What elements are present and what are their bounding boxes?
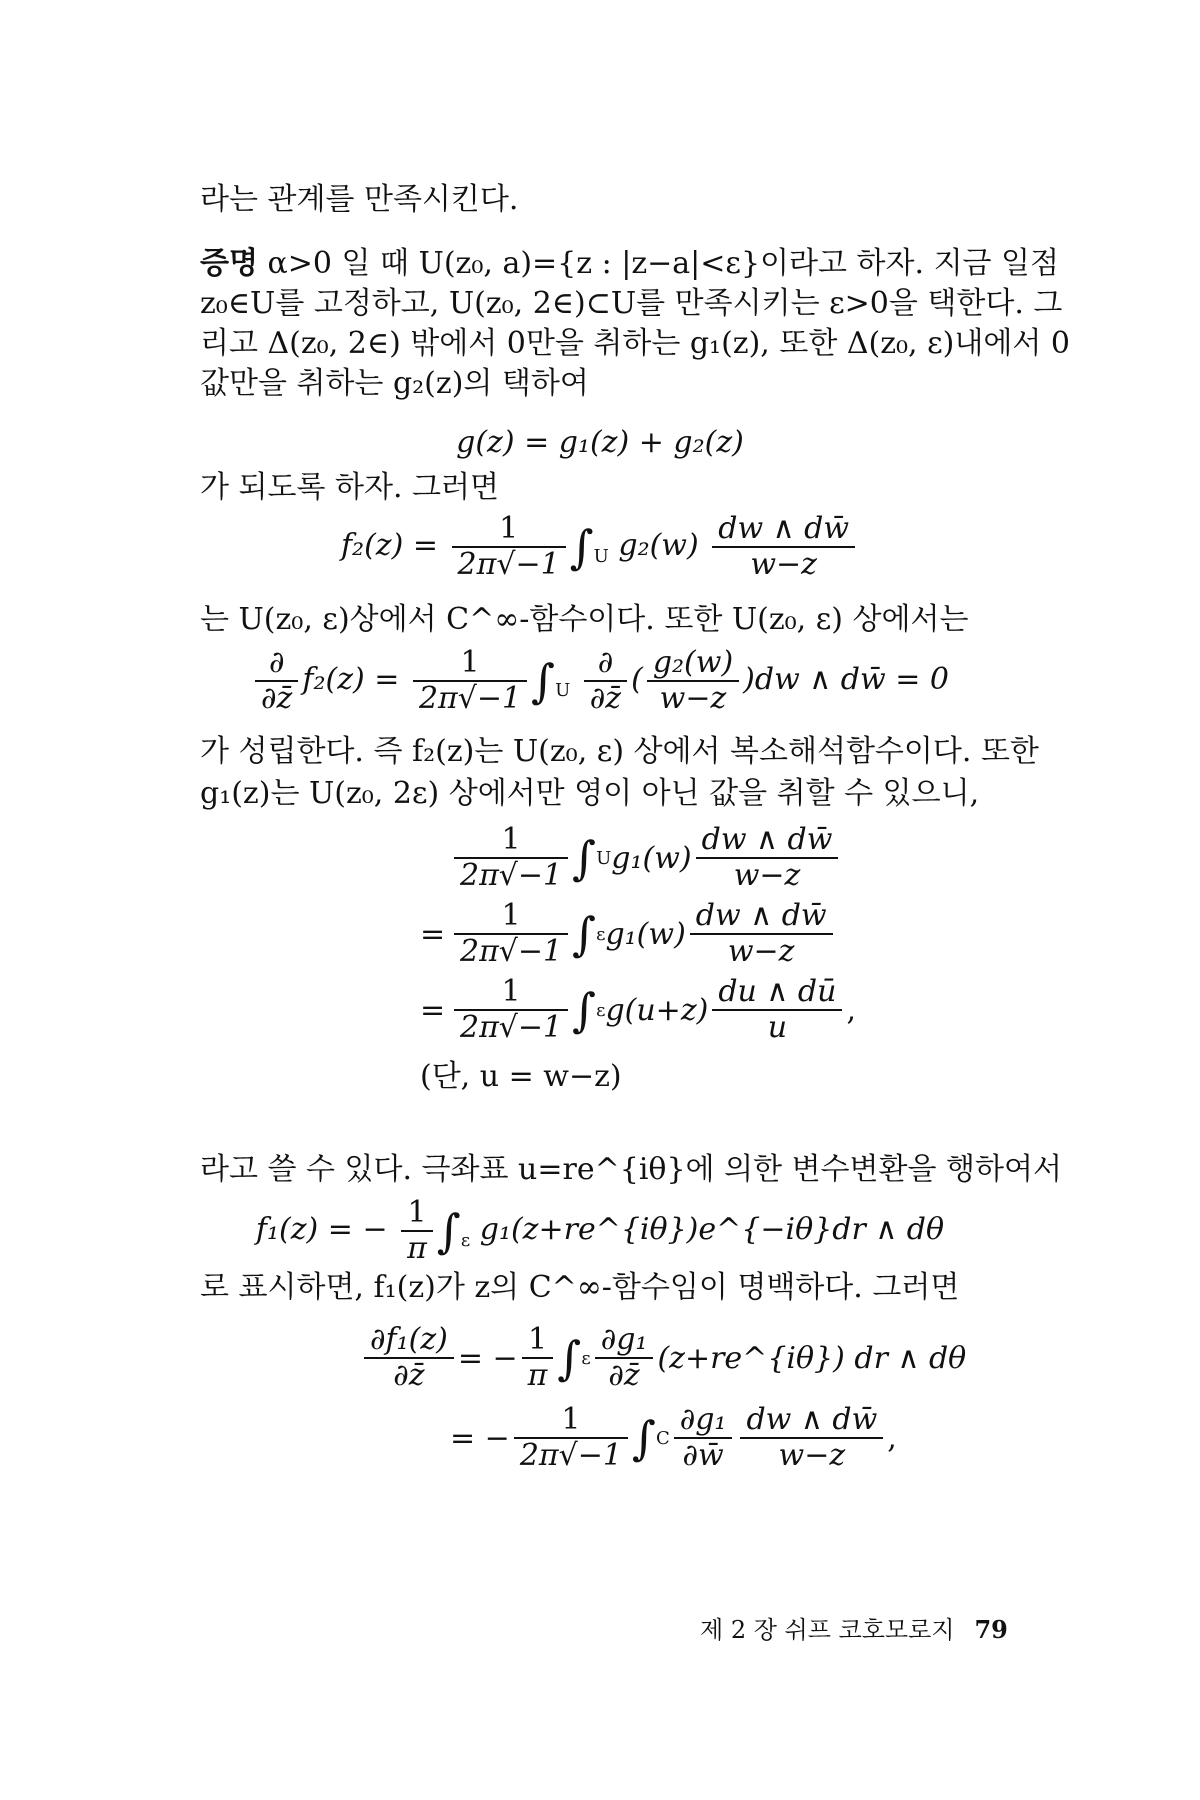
df1-row-1: $\frac{\text{∂f₁(z)}}{\partial z̄}$ = − $\frac{1}{\pi}$ ∫ ε $\frac{\text{∂g₁}}{\partial z̄}$ (z+re^{iθ}) dr ∧ dθ	[360, 1318, 966, 1398]
eq-row-1: $\frac{1}{2\pi√-1}$ ∫ U g₁(w) $\frac{dw \wedge dw̄}{w-z}$	[420, 820, 856, 896]
chapter-title: 제 2 장 쉬프 코호모로지	[700, 1616, 955, 1644]
equation-block-df1	[360, 1318, 966, 1478]
text-line-3: z₀∈U를 고정하고, U(z₀, 2∈)⊂U를 만족시키는 ε>0을 택한다. 그	[200, 286, 1063, 321]
text-line-7: 는 U(z₀, ε)상에서 C^∞-함수이다. 또한 U(z₀, ε) 상에서는	[200, 602, 969, 637]
equation-block-g1	[420, 820, 856, 1098]
eq-note: (단, u = w−z)	[420, 1059, 622, 1094]
text-line-2	[200, 244, 1059, 284]
equation-g: g(z) = g₁(z) + g₂(z)	[456, 425, 744, 460]
text-line-1: 라는 관계를 만족시킨다.	[200, 182, 519, 217]
equation-f2: f₂(z) = $\frac{1}{2\pi√-1}$ $\int_U$ g₂(w) $\frac{dw \wedge dw̄}{w-z}$	[0, 512, 1200, 582]
text-line-6: 가 되도록 하자. 그러면	[200, 470, 499, 505]
equation-dbar-f2: $\frac{\partial}{\partial z̄}$ f₂(z) = $\frac{1}{2\pi√-1}$ $\int_U$ $\frac{\partial}{\partial z̄}$ ( $\frac{\text{g₂(w)}}{w-z}$ )dw ∧ dw̄ = 0	[0, 646, 1200, 716]
text-line-10: 라고 쓸 수 있다. 극좌표 u=re^{iθ}에 의한 변수변환을 행하여서	[200, 1152, 1062, 1187]
equation-f1: f₁(z) = − $\frac{1}{\pi}$ $\int_\varepsilon$ g₁(z+re^{iθ})e^{−iθ}dr ∧ dθ	[255, 1195, 945, 1266]
proof-label: 증명	[200, 246, 258, 281]
text-line-9: g₁(z)는 U(z₀, 2ε) 상에서만 영이 아닌 값을 취할 수 있으니,	[200, 776, 980, 811]
page-footer	[700, 1610, 1008, 1645]
text-line-4: 리고 Δ(z₀, 2∈) 밖에서 0만을 취하는 g₁(z), 또한 Δ(z₀, ε)내에서 0	[200, 326, 1070, 361]
text-line-8: 가 성립한다. 즉 f₂(z)는 U(z₀, ε) 상에서 복소해석함수이다. 또한	[200, 734, 1039, 769]
eq-row-3: = $\frac{1}{2\pi√-1}$ ∫ ε g(u+z) $\frac{du \wedge dū}{u}$ ,	[420, 974, 856, 1045]
proof-text: α>0 일 때 U(z₀, a)={z : |z−a|<ε}이라고 하자. 지금 일점	[257, 246, 1060, 281]
text-line-11: 로 표시하면, f₁(z)가 z의 C^∞-함수임이 명백하다. 그러면	[200, 1270, 960, 1305]
text-line-5: 값만을 취하는 g₂(z)의 택하여	[200, 366, 589, 401]
df1-row-2: = − $\frac{1}{2\pi√-1}$ ∫ C $\frac{\text{∂g₁}}{\partial w̄}$ $\frac{dw \wedge dw̄}{w-z}$ ,	[450, 1402, 897, 1473]
page-number: 79	[974, 1615, 1008, 1644]
eq-row-2: = $\frac{1}{2\pi√-1}$ ∫ ε g₁(w) $\frac{dw \wedge dw̄}{w-z}$	[420, 896, 856, 972]
